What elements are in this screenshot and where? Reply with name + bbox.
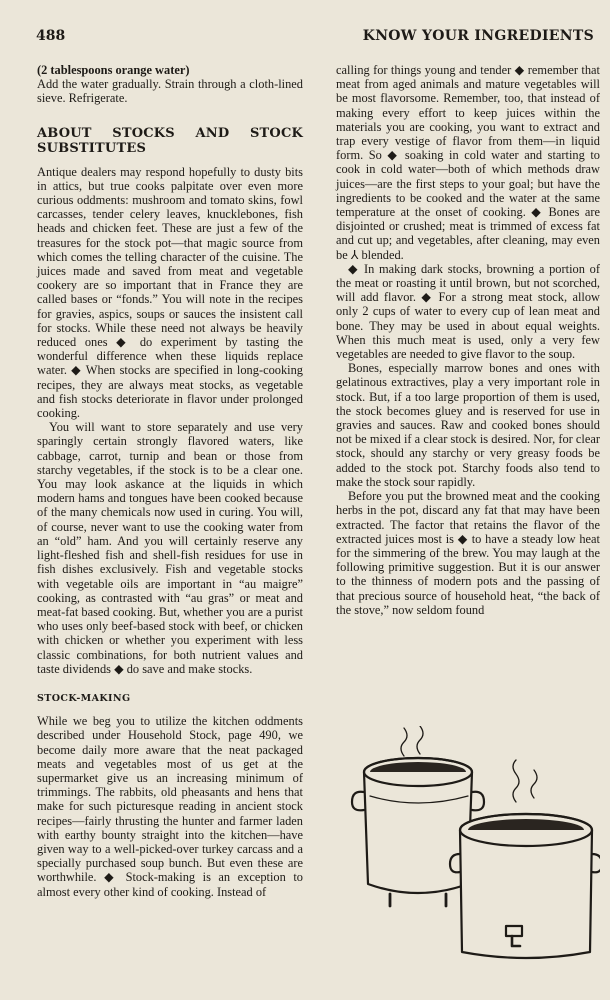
- stock-making-heading: STOCK-MAKING: [37, 692, 131, 704]
- left-column: [37, 63, 303, 899]
- paragraph: You will want to store separately and use very sparingly certain strongly flavored waters, like cabbage, carrot, turnip and bean or those from starchy vegetables, if the stock is to be a clear one. You may look askance at the liquids in which modern hams and tongues have been cooked because of the many chemicals now used in curing. You will, of course, never want to use the cooking water from an “old” ham. And you will certainly reserve any light-fleshed fish and shell-fish residues for use in fish dishes exclusively. Fish and vegetable stocks with vegetable oils are important in “au maigre” cooking, as contrasted with “au gras” or meat and meat-fat based cooking. But, whether you are a purist who uses only beef-based stock with beef, or chicken with chicken or whether you experiment with less classic combinations, for both nutrient values and taste dividends ◆ do save and make stocks.: [37, 420, 303, 676]
- paragraph: Before you put the browned meat and the cooking herbs in the pot, discard any fat that may have been extracted. The factor that retains the flavor of the extracted juices most is ◆ to have a steady low heat for the simmering of the brew. You may laugh at the following primitive suggestion. But it is our answer to the thinness of modern pots and the passing of that precious source of household heat, “the back of the stove,” now seldom found: [336, 489, 600, 617]
- stocks-heading: ABOUT STOCKS AND STOCK SUBSTITUTES: [37, 125, 303, 156]
- paragraph: ◆ In making dark stocks, browning a portion of the meat or roasting it until brown, but not scorched, will add flavor. ◆ For a strong meat stock, allow only 2 cups of water to every cup of lean meat and bone. They may be used in about equal weights. When this much meat is used, only a very few vegetables are needed to give flavor to the soup.: [336, 261, 600, 362]
- paragraph: calling for things young and tender ◆ remember that meat from aged animals and mature vegetables will be most flavorsome. Remember, too, that instead of making every effort to keep juices within the materials you are cooking, you want to extract and trap every vestige of flavor from them—in liquid form. So ◆ soaking in cold water and starting to cook in cold water—both of which methods draw juices—are the first steps to your goal; but have the ingredients to be cooked and the water at the same temperature at the onset of cooking. ◆ Bones are disjointed or crushed; meat is trimmed of excess fat and cut up; and vegetables, after cleaning, may even be ⅄ blended.: [336, 63, 600, 262]
- carry-over-instructions: Add the water gradually. Strain through a cloth-lined sieve. Refrigerate.: [37, 77, 303, 106]
- small-stock-pot: [450, 814, 600, 958]
- page-number: 488: [36, 28, 66, 44]
- paragraph: Antique dealers may respond hopefully to dusty bits in attics, but true cooks palpitate over even more curious oddments: mushroom and tomato skins, fowl carcasses, tender celery leaves, knucklebones, fish heads and chicken feet. These are just a few of the treasures for the stock pot—that magic source from which comes the telling character of the cuisine. The juices made and saved from meat and vegetable cookery are so important that in France they are called bases or “fonds.” You will note in the recipes for gravies, aspics, soups or sauces the insistent call for stocks. While these need not always be heavily reduced ones ◆ do experiment by tasting the wonderful difference when these liquids replace water. ◆ When stocks are specified in long-cooking recipes, they are always meat stocks, as vegetable and fish stocks deteriorate in flavor under prolonged cooking.: [37, 164, 303, 421]
- right-column: [336, 63, 600, 617]
- paragraph: Bones, especially marrow bones and ones with gelatinous extractives, play a very important role in stock. But, if a too large proportion of them is used, the stock becomes gluey and is reserved for use in gravies and sauces. Raw and cooked bones should not be mixed if a clear stock is desired. Nor, for clear stock, should any starchy or very greasy foods be added to the stock pot. Starchy foods also tend to make the stock sour rapidly.: [336, 361, 600, 489]
- page-header: [36, 28, 594, 46]
- paragraph: While we beg you to utilize the kitchen oddments described under Household Stock, page 490, we become daily more aware that the neat packaged meats and vegetables most of us get at the supermarket give us an increasing minimum of trimmings. The rabbits, old pheasants and hens that make for such picturesque reading in ancient stock recipes—fairly thrusting the hunter and farmer laden with earthy bounty straight into the kitchen—have given way to a well-picked-over turkey carcass and a specially purchased soup bunch. But even these are worthwhile. ◆ Stock-making is an exception to almost every other kind of cooking. Instead of: [37, 714, 303, 899]
- running-head: KNOW YOUR INGREDIENTS: [362, 28, 594, 44]
- carry-over-ingredient: [37, 63, 303, 77]
- stock-pots-illustration: [350, 726, 600, 960]
- ingredient-line: (2 tablespoons orange water): [37, 63, 190, 77]
